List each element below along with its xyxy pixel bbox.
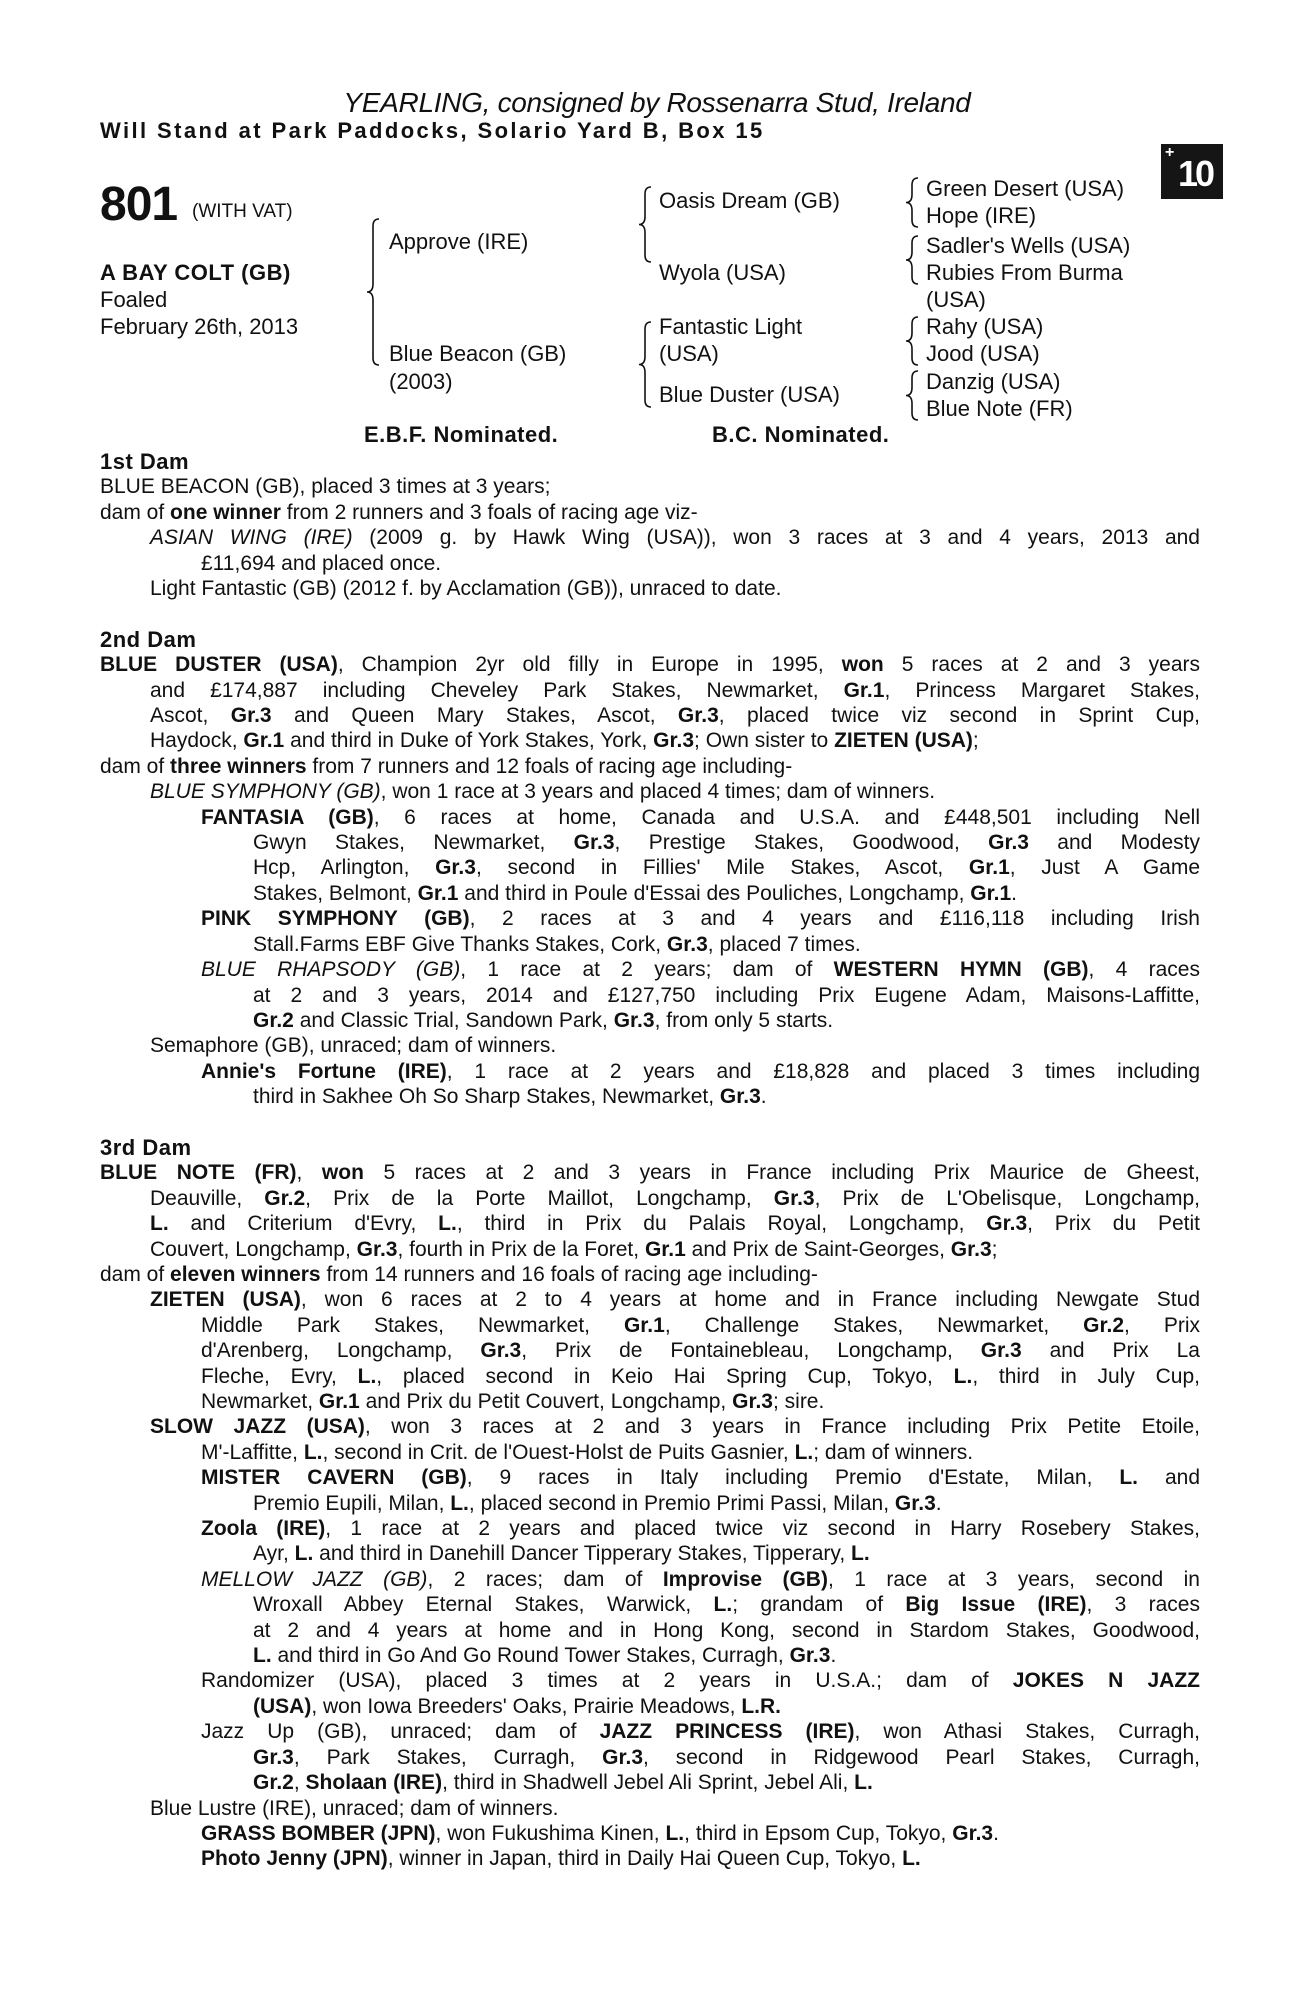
entry-line (100, 1821, 1200, 1846)
text: ; Own sister to (694, 729, 835, 753)
text: Wroxall Abbey Eternal Stakes, Warwick, (253, 1593, 714, 1617)
text: , third in Epsom Cup, Tokyo, (684, 1821, 953, 1845)
bold-text: Gr.3 (613, 1008, 655, 1032)
entry-line (100, 1516, 1200, 1541)
bold-text: Gr.1 (968, 856, 1010, 880)
pedigree-entry (100, 1668, 1200, 1719)
text: , 1 race at 2 years; dam of (460, 958, 834, 982)
text: , 1 race at 2 years and placed twice viz second in Harry Rosebery Stakes, (325, 1517, 1200, 1541)
text: and £174,887 including Cheveley Park Stakes, Newmarket, (150, 678, 844, 702)
badge-number: 10 (1178, 153, 1213, 194)
pedigree-entry (100, 1059, 1200, 1110)
text: , won 1 race at 3 years and placed 4 times; dam of winners. (380, 780, 936, 804)
text: , third in Shadwell Jebel Ali Sprint, Jebel Ali, (442, 1771, 855, 1795)
pedigree-brace-icon (364, 218, 382, 366)
grandparent-7: Danzig (USA) (926, 369, 1061, 394)
bold-text: Gr.3 (677, 704, 719, 728)
bold-text: Gr.3 (719, 1085, 761, 1109)
text: , 1 race at 3 years, second in (827, 1567, 1200, 1591)
bold-text: won (841, 653, 884, 677)
grandparent-1: Green Desert (USA) (926, 176, 1125, 201)
bold-text: Gr.3 (773, 1186, 815, 1210)
entry-line (100, 500, 1200, 525)
entry-line (100, 1313, 1200, 1338)
entry-line (100, 855, 1200, 880)
pedigree-entry (100, 1516, 1200, 1567)
text: Gwyn Stakes, Newmarket, (253, 831, 574, 855)
bold-text: L. (1119, 1466, 1139, 1490)
bold-text: L. (953, 1364, 973, 1388)
bold-text: L. (450, 1491, 469, 1515)
entry-line (100, 525, 1200, 550)
text: d'Arenberg, Longchamp, (201, 1339, 481, 1363)
bold-text: Gr.3 (356, 1237, 398, 1261)
pedigree-brace-icon (903, 177, 921, 228)
entry-line (100, 728, 1200, 753)
text: , Prix (1124, 1313, 1200, 1337)
text: , from only 5 starts. (654, 1008, 834, 1032)
text: Blue Lustre (IRE), unraced; dam of winners. (150, 1796, 559, 1820)
bold-text: L. (294, 1542, 314, 1566)
text: Light Fantastic (GB) (2012 f. by Acclamation (GB)), unraced to date. (150, 577, 782, 601)
bold-text: ZIETEN (USA) (150, 1288, 301, 1312)
bold-text: WESTERN HYMN (GB) (833, 958, 1089, 982)
pedigree-entry (100, 500, 1200, 525)
text: Semaphore (GB), unraced; dam of winners. (150, 1034, 557, 1058)
entry-line (100, 1287, 1200, 1312)
sire: Approve (IRE) (389, 229, 529, 254)
text: Middle Park Stakes, Newmarket, (201, 1313, 624, 1337)
bold-text: Annie's Fortune (IRE) (201, 1059, 447, 1083)
entry-line (100, 1059, 1200, 1084)
text: , second in Ridgewood Pearl Stakes, Curragh, (643, 1745, 1200, 1769)
text: Hcp, Arlington, (253, 856, 436, 880)
italic-text: BLUE RHAPSODY (GB) (201, 958, 461, 982)
vat-note: (WITH VAT) (192, 201, 293, 222)
pedigree-entry (100, 957, 1200, 1033)
entry-line (100, 474, 1200, 499)
text: 5 races at 2 and 3 years (883, 653, 1200, 677)
text: , Prix du Petit (1027, 1212, 1200, 1236)
bold-text: L. (902, 1847, 921, 1871)
entry-line (100, 1211, 1200, 1236)
text: Deauville, (150, 1186, 265, 1210)
bold-text: L. (303, 1440, 323, 1464)
grandparent-2: Hope (IRE) (926, 203, 1037, 228)
entry-line (100, 1160, 1200, 1185)
text: ; dam of winners. (813, 1440, 974, 1464)
text: , 6 races at home, Canada and U.S.A. and £448,501 including Nell (373, 805, 1201, 829)
text: , (296, 1161, 322, 1185)
dam: Blue Beacon (GB) (389, 341, 567, 366)
text: , placed 7 times. (707, 932, 861, 956)
text: Premio Eupili, Milan, (253, 1491, 451, 1515)
text: ; (991, 1237, 998, 1261)
entry-line (100, 652, 1200, 677)
grandparent-8: Blue Note (FR) (926, 396, 1073, 421)
text: , second in Fillies' Mile Stakes, Ascot, (475, 856, 969, 880)
text: and third in Go And Go Round Tower Stakes, Curragh, (271, 1644, 790, 1668)
bold-text: Gr.3 (950, 1237, 992, 1261)
bold-text: Gr.3 (952, 1821, 994, 1845)
section-spacer (100, 601, 1200, 626)
text: , winner in Japan, third in Daily Hai Queen Cup, Tokyo, (387, 1847, 903, 1871)
entry-line (100, 1364, 1200, 1389)
entry-line (100, 1414, 1200, 1439)
text: Fleche, Evry, (201, 1364, 358, 1388)
bold-text: Gr.1 (243, 729, 285, 753)
entry-line (100, 1186, 1200, 1211)
text: Stall.Farms EBF Give Thanks Stakes, Cork, (253, 932, 667, 956)
bold-text: Gr.1 (970, 881, 1012, 905)
bold-text: won (321, 1161, 364, 1185)
bold-text: FANTASIA (GB) (201, 805, 374, 829)
bold-text: JOKES N JAZZ (1012, 1669, 1201, 1693)
grandparent-5: Rahy (USA) (926, 314, 1044, 339)
pedigree-entry (100, 1287, 1200, 1414)
text: and Prix de Saint-Georges, (685, 1237, 951, 1261)
text: and Prix La (1021, 1339, 1200, 1363)
entry-line (100, 1770, 1200, 1795)
text: , Prix de Fontainebleau, Longchamp, (521, 1339, 981, 1363)
pedigree-entry (100, 906, 1200, 957)
bold-text: PINK SYMPHONY (GB) (201, 907, 470, 931)
bold-text: Gr.2 (253, 1008, 294, 1032)
pedigree-entry (100, 779, 1200, 804)
text: ; sire. (772, 1390, 825, 1413)
bold-text: Gr.1 (417, 881, 459, 905)
pedigree-brace-icon (903, 370, 921, 421)
bold-text: Gr.1 (843, 678, 885, 702)
pedigree-entry (100, 1719, 1200, 1795)
text: Ascot, (150, 704, 231, 728)
entry-line (100, 1491, 1200, 1516)
text: , won 3 races at 2 and 3 years in France including Prix Petite Etoile, (364, 1415, 1200, 1439)
bold-text: three winners (170, 754, 307, 778)
horse-name: A BAY COLT (GB) (100, 260, 291, 285)
text: , Challenge Stakes, Newmarket, (664, 1313, 1084, 1337)
text: M'-Laffitte, (201, 1440, 304, 1464)
bold-text: L. (665, 1821, 685, 1845)
foaled-label: Foaled (100, 287, 168, 312)
bold-text: Big Issue (IRE) (905, 1593, 1087, 1617)
text: . (1011, 881, 1017, 905)
dam-year: (2003) (389, 369, 453, 394)
entry-line (100, 1694, 1200, 1719)
bold-text: Gr.3 (980, 1339, 1022, 1363)
text: third in Sakhee Oh So Sharp Stakes, Newmarket, (253, 1085, 720, 1109)
text: , placed twice viz second in Sprint Cup, (718, 704, 1200, 728)
pedigree-entry (100, 1796, 1200, 1821)
entry-line (100, 1338, 1200, 1363)
bold-text: Gr.1 (644, 1237, 686, 1261)
text: , won Iowa Breeders' Oaks, Prairie Meadows, (311, 1694, 742, 1718)
entry-line (100, 1440, 1200, 1465)
bold-text: Improvise (GB) (662, 1567, 828, 1591)
bold-text: L. (794, 1440, 814, 1464)
bold-text: JAZZ PRINCESS (IRE) (599, 1720, 855, 1744)
section-heading: 1st Dam (100, 449, 190, 474)
bold-text: GRASS BOMBER (JPN) (201, 1821, 436, 1845)
lot-number: 801 (100, 178, 178, 231)
bold-text: SLOW JAZZ (USA) (150, 1415, 365, 1439)
foaled-date: February 26th, 2013 (100, 314, 299, 339)
bold-text: eleven winners (170, 1262, 321, 1286)
bold-text: L. (150, 1212, 169, 1236)
pedigree-entry (100, 1033, 1200, 1058)
bold-text: L. (851, 1542, 870, 1566)
entry-line (100, 1592, 1200, 1617)
section-heading: 2nd Dam (100, 626, 197, 652)
text: and Modesty (1028, 831, 1201, 855)
italic-text: BLUE SYMPHONY (GB) (150, 780, 381, 804)
text: , (293, 1771, 306, 1795)
section-heading: 3rd Dam (100, 1134, 192, 1160)
pedigree-entry (100, 1160, 1200, 1262)
entry-line (100, 932, 1200, 957)
text: and Queen Mary Stakes, Ascot, (271, 704, 678, 728)
entry-line (100, 1237, 1200, 1262)
pedigree-entry (100, 576, 1200, 601)
text: dam of (100, 500, 171, 524)
section-spacer (100, 1110, 1200, 1135)
bold-text: Gr.3 (666, 932, 708, 956)
text: , 2 races at 3 and 4 years and £116,118 including Irish (469, 907, 1200, 931)
pedigree-entry (100, 754, 1200, 779)
text: Couvert, Longchamp, (150, 1237, 357, 1261)
grandparent-4-country: (USA) (926, 287, 986, 312)
produce-record (100, 449, 1200, 1872)
entry-line (100, 576, 1200, 601)
bold-text: L.R. (741, 1694, 782, 1718)
text: , 2 races; dam of (427, 1567, 663, 1591)
pedigree-entry (100, 1262, 1200, 1287)
pedigree-entry (100, 525, 1200, 576)
text: , Prix de L'Obelisque, Longchamp, (814, 1186, 1200, 1210)
pedigree-brace-icon (903, 316, 921, 366)
italic-text: MELLOW JAZZ (GB) (201, 1567, 428, 1591)
bold-text: Gr.2 (1083, 1313, 1125, 1337)
text: , Princess Margaret Stakes, (884, 678, 1200, 702)
text: Newmarket, (201, 1390, 319, 1413)
entry-line (100, 551, 1200, 576)
bold-text: Gr.2 (264, 1186, 306, 1210)
text: Haydock, (150, 729, 244, 753)
bold-text: Photo Jenny (JPN) (201, 1847, 388, 1871)
bold-text: L. (438, 1212, 457, 1236)
bold-text: Gr.3 (573, 831, 615, 855)
text: at 2 and 3 years, 2014 and £127,750 including Prix Eugene Adam, Maisons-Laffitte, (253, 983, 1200, 1007)
text: , second in Crit. de l'Ouest-Holst de Puits Gasnier, (322, 1440, 795, 1464)
pedigree-entry (100, 474, 1200, 499)
bold-text: (USA) (253, 1694, 312, 1718)
entry-line (100, 1719, 1200, 1744)
text: , 9 races in Italy including Premio d'Estate, Milan, (466, 1466, 1120, 1490)
text: . (935, 1491, 942, 1515)
pedigree-brace-icon (636, 321, 654, 408)
bold-text: ZIETEN (USA) (834, 729, 973, 753)
text: , Just A Game (1009, 856, 1201, 880)
entry-line (100, 957, 1200, 982)
sire-dam: Wyola (USA) (659, 260, 786, 285)
text: . (760, 1085, 767, 1109)
bold-text: Zoola (IRE) (201, 1517, 326, 1541)
text: , Prestige Stakes, Goodwood, (614, 831, 989, 855)
bold-text: L. (854, 1771, 873, 1795)
entry-line (100, 830, 1200, 855)
text: Stakes, Belmont, (253, 881, 418, 905)
bc-nominated: B.C. Nominated. (712, 422, 890, 447)
entry-line (100, 805, 1200, 830)
text: , won Athasi Stakes, Curragh, (854, 1720, 1200, 1744)
bold-text: Gr.2 (253, 1771, 294, 1795)
bold-text: Gr.3 (988, 831, 1029, 855)
entry-line (100, 1465, 1200, 1490)
grandparent-4: Rubies From Burma (926, 260, 1123, 285)
bold-text: L. (253, 1644, 272, 1668)
text: and Criterium d'Evry, (168, 1212, 439, 1236)
text: , third in Prix du Palais Royal, Longchamp, (456, 1212, 987, 1236)
entry-line (100, 1084, 1200, 1109)
text: , fourth in Prix de la Foret, (397, 1237, 645, 1261)
bold-text: BLUE DUSTER (USA) (100, 653, 338, 677)
bold-text: L. (713, 1593, 733, 1617)
text: and Prix du Petit Couvert, Longchamp, (359, 1390, 733, 1413)
bold-text: Sholaan (IRE) (305, 1771, 443, 1795)
plus-icon: + (1165, 144, 1175, 161)
location-line: Will Stand at Park Paddocks, Solario Yard B, Box 15 (100, 118, 765, 143)
entry-line (100, 1541, 1200, 1566)
bold-text: L. (357, 1364, 377, 1388)
text: . (993, 1821, 999, 1845)
entry-line (100, 1668, 1200, 1693)
text: , placed second in Premio Primi Passi, Milan, (468, 1491, 895, 1515)
bold-text: BLUE NOTE (FR) (100, 1161, 297, 1185)
bold-text: Gr.3 (894, 1491, 936, 1515)
entry-line (100, 1008, 1200, 1033)
entry-line (100, 703, 1200, 728)
sire-sire: Oasis Dream (GB) (659, 188, 840, 213)
entry-line (100, 1262, 1200, 1287)
text: and Classic Trial, Sandown Park, (293, 1008, 614, 1032)
text: ; (972, 729, 979, 753)
text: and third in Duke of York Stakes, York, (284, 729, 654, 753)
bold-text: MISTER CAVERN (GB) (201, 1466, 467, 1490)
text: BLUE BEACON (GB), placed 3 times at 3 years; (100, 475, 551, 499)
dam-dam: Blue Duster (USA) (659, 382, 840, 407)
text: and third in Danehill Dancer Tipperary Stakes, Tipperary, (313, 1542, 852, 1566)
ebf-nominated: E.B.F. Nominated. (364, 422, 559, 447)
text: ; grandam of (732, 1593, 906, 1617)
text: 5 races at 2 and 3 years in France including Prix Maurice de Gheest, (363, 1161, 1201, 1185)
pedigree-entry (100, 1465, 1200, 1516)
entry-line (100, 1745, 1200, 1770)
text: , 3 races (1086, 1593, 1200, 1617)
pedigree-entry (100, 1567, 1200, 1669)
entry-line (100, 881, 1200, 906)
text: from 2 runners and 3 foals of racing age viz- (280, 500, 698, 524)
text: from 7 runners and 12 foals of racing age including- (306, 754, 793, 778)
bold-text: Gr.3 (653, 729, 695, 753)
catalogue-title: YEARLING, consigned by Rossenarra Stud, Ireland (343, 87, 971, 118)
text: Randomizer (USA), placed 3 times at 2 years in U.S.A.; dam of (201, 1669, 1013, 1693)
pedigree-entry (100, 652, 1200, 754)
text: . (830, 1644, 837, 1668)
bold-text: Gr.3 (602, 1745, 644, 1769)
text: dam of (100, 1262, 171, 1286)
text: , placed second in Keio Hai Spring Cup, Tokyo, (376, 1364, 954, 1388)
dam-sire: Fantastic Light (659, 314, 803, 339)
text: , Prix de la Porte Maillot, Longchamp, (305, 1186, 774, 1210)
pedigree-entry (100, 1846, 1200, 1871)
bold-text: Gr.1 (623, 1313, 665, 1337)
bold-text: Gr.1 (318, 1390, 360, 1413)
bold-text: Gr.3 (986, 1212, 1028, 1236)
dam-sire-country: (USA) (659, 341, 719, 366)
text: from 14 runners and 16 foals of racing age including- (320, 1262, 818, 1286)
entry-line (100, 779, 1200, 804)
text: and (1138, 1466, 1200, 1490)
entry-line (100, 678, 1200, 703)
bold-text: Gr.3 (789, 1644, 831, 1668)
text: , 1 race at 2 years and £18,828 and placed 3 times including (446, 1059, 1200, 1083)
bold-text: Gr.3 (253, 1745, 294, 1769)
entry-line (100, 754, 1200, 779)
text: , won Fukushima Kinen, (435, 1821, 666, 1845)
grandparent-6: Jood (USA) (926, 341, 1040, 366)
entry-line (100, 906, 1200, 931)
text: (2009 g. by Hawk Wing (USA)), won 3 races at 3 and 4 years, 2013 and (352, 526, 1200, 550)
entry-line (100, 1567, 1200, 1592)
pedigree-brace-icon (636, 186, 654, 263)
pedigree-entry (100, 1821, 1200, 1846)
text: at 2 and 4 years at home and in Hong Kong, second in Stardom Stakes, Goodwood, (253, 1618, 1200, 1642)
page-badge (1161, 144, 1223, 199)
bold-text: Gr.3 (230, 704, 272, 728)
grandparent-3: Sadler's Wells (USA) (926, 233, 1131, 258)
text: Jazz Up (GB), unraced; dam of (201, 1720, 600, 1744)
pedigree-entry (100, 1414, 1200, 1465)
bold-text: one winner (170, 500, 281, 524)
italic-text: ASIAN WING (IRE) (150, 526, 353, 550)
entry-line (100, 1033, 1200, 1058)
text: , third in July Cup, (972, 1364, 1200, 1388)
pedigree-entry (100, 805, 1200, 907)
bold-text: Gr.3 (480, 1339, 522, 1363)
entry-line (100, 983, 1200, 1008)
bold-text: Gr.3 (435, 856, 476, 880)
text: , won 6 races at 2 to 4 years at home and in France including Newgate Stud (300, 1288, 1200, 1312)
entry-line (100, 1846, 1200, 1871)
entry-line (100, 1643, 1200, 1668)
entry-line (100, 1618, 1200, 1643)
entry-line (100, 1389, 1200, 1414)
text: , Park Stakes, Curragh, (293, 1745, 603, 1769)
text: Ayr, (253, 1542, 295, 1566)
text: and third in Poule d'Essai des Pouliches, Longchamp, (458, 881, 971, 905)
entry-line (100, 1796, 1200, 1821)
text: dam of (100, 754, 171, 778)
text: , 4 races (1088, 958, 1200, 982)
text: , Champion 2yr old filly in Europe in 1995, (337, 653, 842, 677)
text: £11,694 and placed once. (201, 551, 442, 575)
pedigree-brace-icon (903, 235, 921, 285)
bold-text: Gr.3 (732, 1390, 773, 1413)
